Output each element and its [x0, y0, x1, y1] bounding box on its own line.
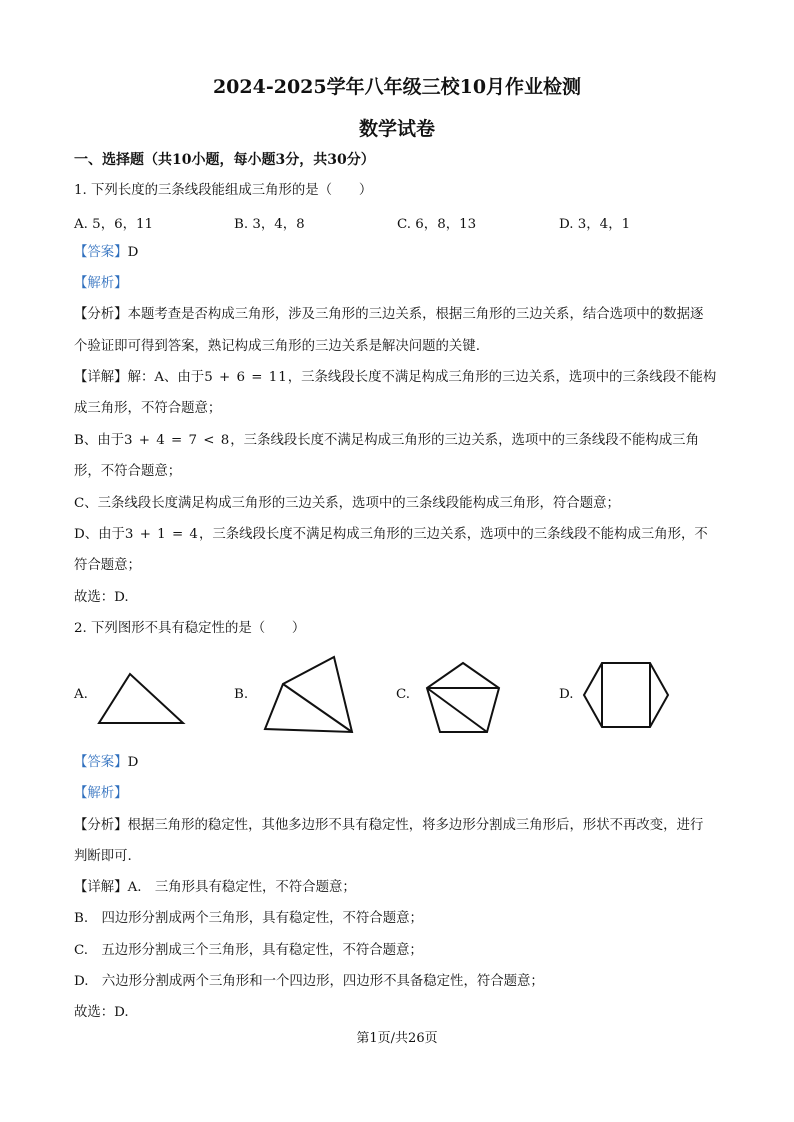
answer-value: D	[127, 245, 139, 260]
detail-text: B、由于	[74, 433, 125, 448]
detail-text: D、由于	[74, 527, 125, 542]
q1-analysis-tag: 【解析】	[74, 276, 128, 291]
q2-analysis-tag: 【解析】	[74, 786, 128, 801]
detail-tag: 【详解】	[74, 370, 128, 385]
figure-label-b: B.	[234, 687, 249, 702]
q1-option-a: A. 5，6，11	[74, 217, 154, 232]
q1-detail-d-line2: 符合题意；	[74, 558, 141, 573]
detail-text: ，三条线段长度不满足构成三角形的三边关系，选项中的三条线段不能构成三角形，不	[198, 527, 708, 542]
q1-detail-a-line2: 成三角形，不符合题意；	[74, 401, 222, 416]
q1-fenxi-line2: 个验证即可得到答案，熟记构成三角形的三边关系是解决问题的关键.	[74, 339, 480, 354]
q1-fenxi-line1	[74, 306, 703, 324]
page-subtitle: 数学试卷	[358, 118, 435, 140]
answer-tag: 【答案】	[74, 755, 128, 770]
answer-value: D	[127, 755, 139, 770]
q2-stem: 2. 下列图形不具有稳定性的是（ ）	[74, 621, 306, 636]
q1-detail-b-line2: 形，不符合题意；	[74, 464, 182, 479]
q1-conclusion: 故选：D.	[74, 590, 129, 605]
q1-option-b: B. 3，4，8	[234, 217, 305, 232]
fenxi-text: 根据三角形的稳定性，其他多边形不具有稳定性，将多边形分割成三角形后，形状不再改变，进行	[127, 818, 704, 833]
q2-answer	[74, 754, 138, 772]
math-expression: 3 + 1 = 4	[124, 527, 199, 542]
q1-answer	[74, 244, 138, 262]
q1-option-d: D. 3，4，1	[559, 217, 631, 232]
detail-tag: 【详解】	[74, 880, 128, 895]
q1-detail-d-line1	[74, 526, 708, 544]
q1-stem: 1. 下列长度的三条线段能组成三角形的是（ ）	[74, 183, 373, 198]
section-heading: 一、选择题（共10小题，每小题3分，共30分）	[74, 152, 375, 168]
detail-text: A. 三角形具有稳定性，不符合题意；	[127, 880, 356, 895]
q1-detail-a-line1	[74, 369, 716, 387]
q1-detail-c: C、三条线段长度满足构成三角形的三边关系，选项中的三条线段能构成三角形，符合题意；	[74, 496, 620, 511]
detail-text: ，三条线段长度不满足构成三角形的三边关系，选项中的三条线段不能构	[287, 370, 717, 385]
figure-label-a: A.	[74, 687, 88, 702]
figure-hexagon	[580, 658, 674, 732]
fenxi-text: 本题考查是否构成三角形，涉及三角形的三边关系，根据三角形的三边关系，结合选项中的数据逐	[127, 307, 704, 322]
figure-triangle	[94, 666, 190, 728]
page-title: 2024-2025学年八年级三校10月作业检测	[212, 76, 582, 98]
q1-detail-b-line1	[74, 432, 699, 450]
figure-quadrilateral	[260, 652, 360, 736]
fenxi-tag: 【分析】	[74, 307, 128, 322]
q2-fenxi-line2: 判断即可.	[74, 849, 132, 864]
figure-pentagon	[422, 658, 504, 738]
page-number: 第1页/共26页	[356, 1031, 438, 1046]
math-expression: 5 + 6 = 11	[204, 370, 288, 385]
figure-label-d: D.	[559, 687, 574, 702]
detail-text: ，三条线段长度不满足构成三角形的三边关系，选项中的三条线段不能构成三角	[230, 433, 699, 448]
q2-conclusion: 故选：D.	[74, 1005, 129, 1020]
q2-detail-a	[74, 879, 356, 897]
fenxi-tag: 【分析】	[74, 818, 128, 833]
q2-detail-c: C. 五边形分割成三个三角形，具有稳定性，不符合题意；	[74, 943, 423, 958]
q2-detail-d: D. 六边形分割成两个三角形和一个四边形，四边形不具备稳定性，符合题意；	[74, 974, 544, 989]
figure-label-c: C.	[396, 687, 411, 702]
detail-text: 解：A、由于	[127, 370, 205, 385]
answer-tag: 【答案】	[74, 245, 128, 260]
q1-option-c: C. 6，8，13	[397, 217, 477, 232]
q2-fenxi-line1	[74, 817, 703, 835]
math-expression: 3 + 4 = 7 < 8	[124, 433, 231, 448]
q2-detail-b: B. 四边形分割成两个三角形，具有稳定性，不符合题意；	[74, 911, 423, 926]
